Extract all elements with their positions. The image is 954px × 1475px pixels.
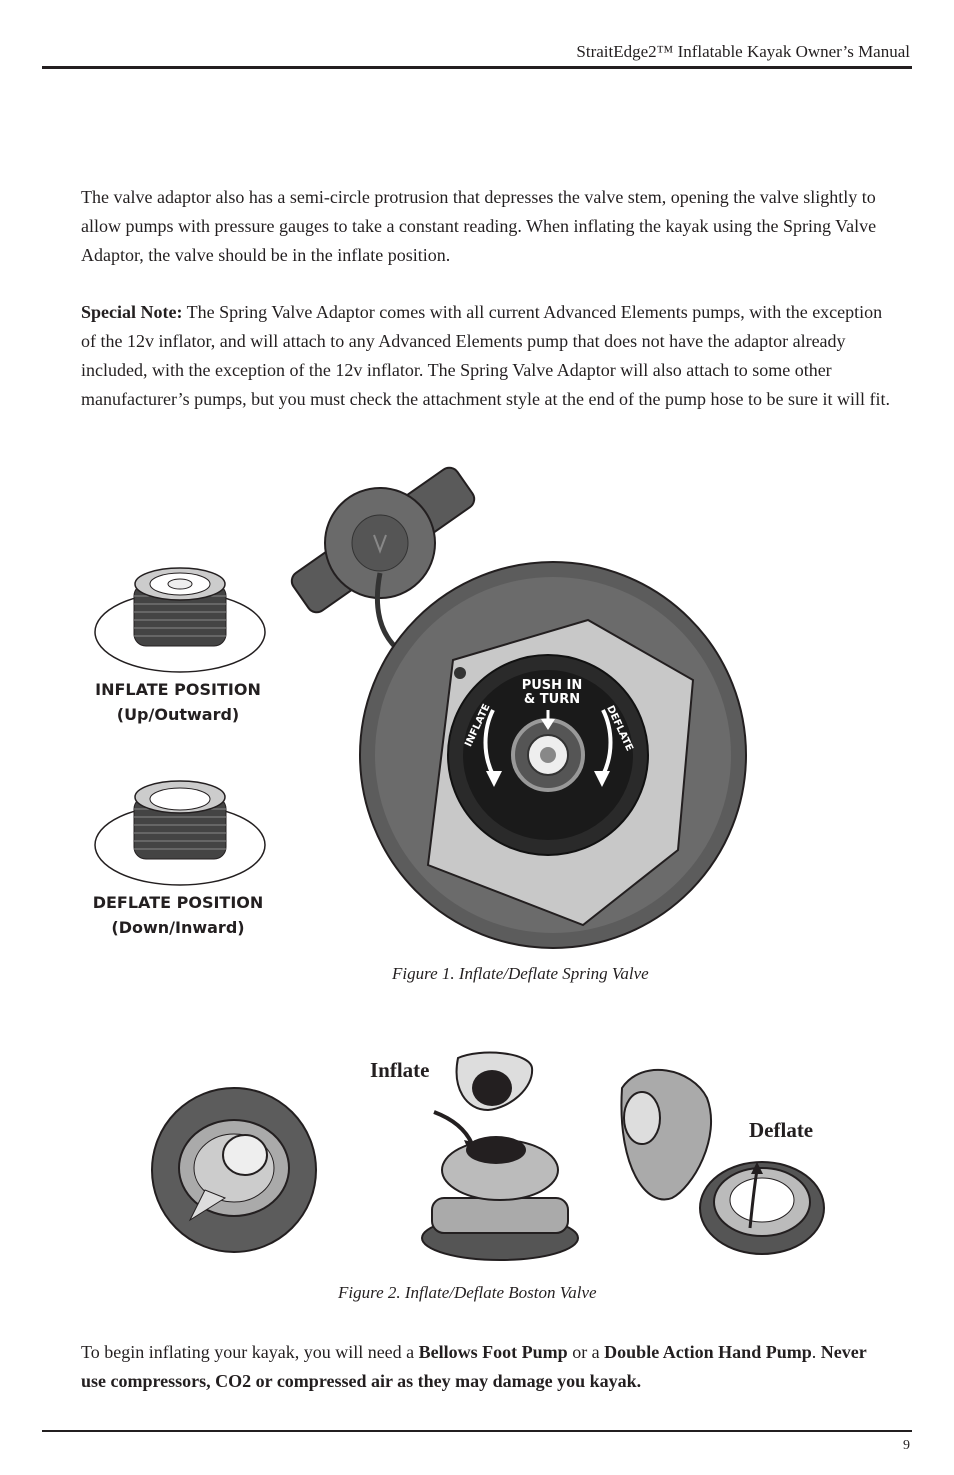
closing-text-2: or a bbox=[567, 1342, 605, 1362]
spring-valve-illustration bbox=[288, 455, 758, 960]
page-number: 9 bbox=[903, 1438, 910, 1453]
deflate-position-label: DEFLATE POSITION bbox=[92, 893, 264, 912]
inflate-arc-label: INFLATE bbox=[463, 702, 493, 749]
header-title: StraitEdge2™ Inflatable Kayak Owner’s Manual bbox=[576, 42, 910, 61]
deflate-arc-label: DEFLATE bbox=[604, 703, 635, 754]
closing-text-3: . bbox=[811, 1342, 821, 1362]
boston-valve-top-view bbox=[150, 1080, 322, 1260]
closing-text-1: To begin inflating your kayak, you will need a bbox=[81, 1342, 419, 1362]
paragraph-special-note bbox=[81, 298, 891, 414]
inflate-label: Inflate bbox=[370, 1058, 430, 1082]
deflate-label: Deflate bbox=[749, 1118, 814, 1142]
figure-1-caption: Figure 1. Inflate/Deflate Spring Valve bbox=[392, 964, 649, 983]
deflate-position-illustration bbox=[92, 775, 268, 887]
compressor-warning-text: Never use compressors, CO2 or compressed air as they may damage you kayak. bbox=[81, 1342, 867, 1391]
boston-valve-deflate-view bbox=[612, 1058, 828, 1260]
push-in-label: PUSH IN bbox=[521, 678, 583, 693]
deflate-position-sublabel: (Down/Inward) bbox=[111, 918, 245, 937]
double-action-hand-pump-text: Double Action Hand Pump bbox=[604, 1342, 812, 1362]
figure-2-caption: Figure 2. Inflate/Deflate Boston Valve bbox=[338, 1283, 597, 1302]
special-note-text: The Spring Valve Adaptor comes with all current Advanced Elements pumps, with the exception of the 12v inflator, and will attach to any Advanced Elements pump that does not have the adaptor already included, with the exception of the 12v inflator. The Spring Valve Adaptor will also attach to some other manufacturer’s pumps, but you must check the attachment style at the end of the pump hose to be sure it will fit. bbox=[81, 302, 890, 409]
special-note-label: Special Note: bbox=[81, 302, 183, 322]
inflate-position-label: INFLATE POSITION bbox=[95, 680, 261, 699]
header-rule bbox=[42, 66, 912, 69]
paragraph-pump-instructions bbox=[81, 1338, 891, 1396]
footer-rule bbox=[42, 1430, 912, 1432]
paragraph-valve-adaptor: The valve adaptor also has a semi-circle protrusion that depresses the valve stem, opening the valve slightly to allow pumps with pressure gauges to take a constant reading. When inflating the kayak using the Spring Valve Adaptor, the valve should be in the inflate position. bbox=[81, 187, 877, 265]
inflate-position-sublabel: (Up/Outward) bbox=[116, 705, 240, 724]
bellows-foot-pump-text: Bellows Foot Pump bbox=[418, 1342, 568, 1362]
and-turn-label: & TURN bbox=[523, 692, 581, 707]
boston-valve-inflate-view bbox=[420, 1048, 580, 1260]
inflate-position-illustration bbox=[92, 562, 268, 674]
